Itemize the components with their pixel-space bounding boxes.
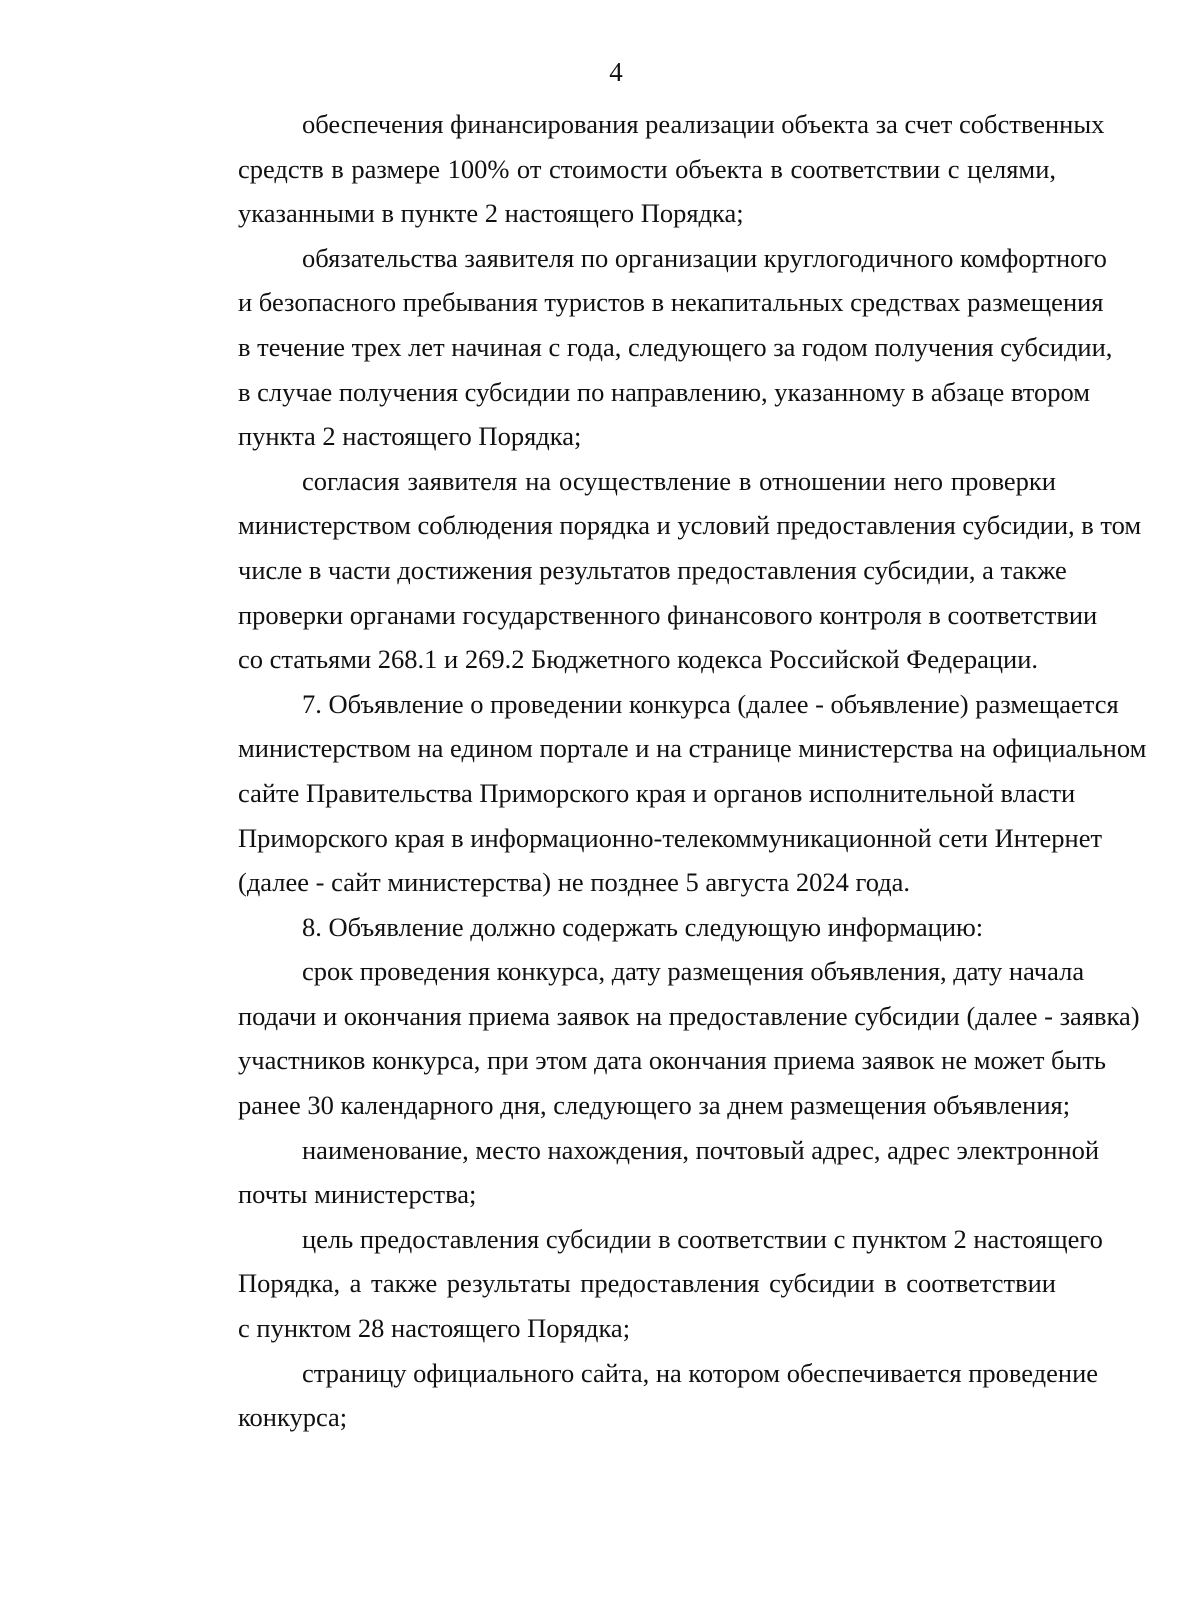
paragraph-obligations [174, 236, 1113, 459]
paragraph-purpose [174, 1217, 1103, 1351]
text-line: средств в размере 100% от стоимости объекта в соответствии с целями, [238, 153, 1056, 184]
text-line: в течение трех лет начиная с года, следующего за годом получения субсидии, [238, 331, 1113, 362]
text-line: 8. Объявление должно содержать следующую информацию: [302, 911, 984, 942]
text-line: Приморского края в информационно-телекоммуникационной сети Интернет [238, 822, 1103, 853]
text-line: проверки органами государственного финансового контроля в соответствии [238, 599, 1098, 630]
text-line: со статьями 268.1 и 269.2 Бюджетного кодекса Российской Федерации. [238, 644, 1039, 675]
paragraph-deadline [174, 949, 1140, 1127]
text-line: участников конкурса, при этом дата окончания приема заявок не может быть [238, 1045, 1106, 1076]
text-line: числе в части достижения результатов предоставления субсидии, а также [238, 554, 1067, 585]
text-line: в случае получения субсидии по направлению, указанному в абзаце втором [238, 376, 1091, 407]
text-line: подачи и окончания приема заявок на предоставление субсидии (далее - заявка) [238, 1000, 1140, 1031]
text-line: согласия заявителя на осуществление в отношении него проверки [302, 465, 1056, 496]
text-line: указанными в пункте 2 настоящего Порядка; [238, 198, 744, 229]
paragraph-website [174, 1351, 1099, 1440]
text-line: наименование, место нахождения, почтовый адрес, адрес электронной [302, 1134, 1100, 1165]
document-body [174, 102, 1147, 1440]
paragraph-item-7 [174, 682, 1147, 905]
text-line: (далее - сайт министерства) не позднее 5 августа 2024 года. [238, 867, 911, 898]
page-number: 4 [609, 57, 623, 87]
text-line: министерством на едином портале и на странице министерства на официальном [238, 733, 1147, 764]
text-line: с пунктом 28 настоящего Порядка; [238, 1313, 631, 1344]
paragraph-consent [174, 459, 1142, 682]
text-line: пункта 2 настоящего Порядка; [238, 421, 582, 452]
text-line: обеспечения финансирования реализации объекта за счет собственных [302, 109, 1105, 139]
text-line: ранее 30 календарного дня, следующего за днем размещения объявления; [238, 1090, 1071, 1121]
text-line: министерством соблюдения порядка и условий предоставления субсидии, в том [238, 510, 1142, 541]
text-line: срок проведения конкурса, дату размещения объявления, дату начала [302, 956, 1085, 987]
text-line: Порядка, а также результаты предоставления субсидии в соответствии [238, 1268, 1056, 1299]
text-line: почты министерства; [238, 1179, 477, 1210]
paragraph-item-8 [174, 905, 1056, 950]
text-line: обязательства заявителя по организации круглогодичного комфортного [302, 242, 1107, 273]
text-line: сайте Правительства Приморского края и органов исполнительной власти [238, 777, 1076, 808]
text-line: 7. Объявление о проведении конкурса (далее - объявление) размещается [302, 688, 1119, 719]
text-line: страницу официального сайта, на котором обеспечивается проведение [302, 1357, 1099, 1388]
text-line: цель предоставления субсидии в соответствии с пунктом 2 настоящего [302, 1223, 1103, 1254]
text-line: и безопасного пребывания туристов в некапитальных средствах размещения [238, 287, 1104, 318]
text-line: конкурса; [238, 1402, 348, 1433]
paragraph-contacts [174, 1128, 1100, 1217]
paragraph-financing [174, 102, 1105, 236]
